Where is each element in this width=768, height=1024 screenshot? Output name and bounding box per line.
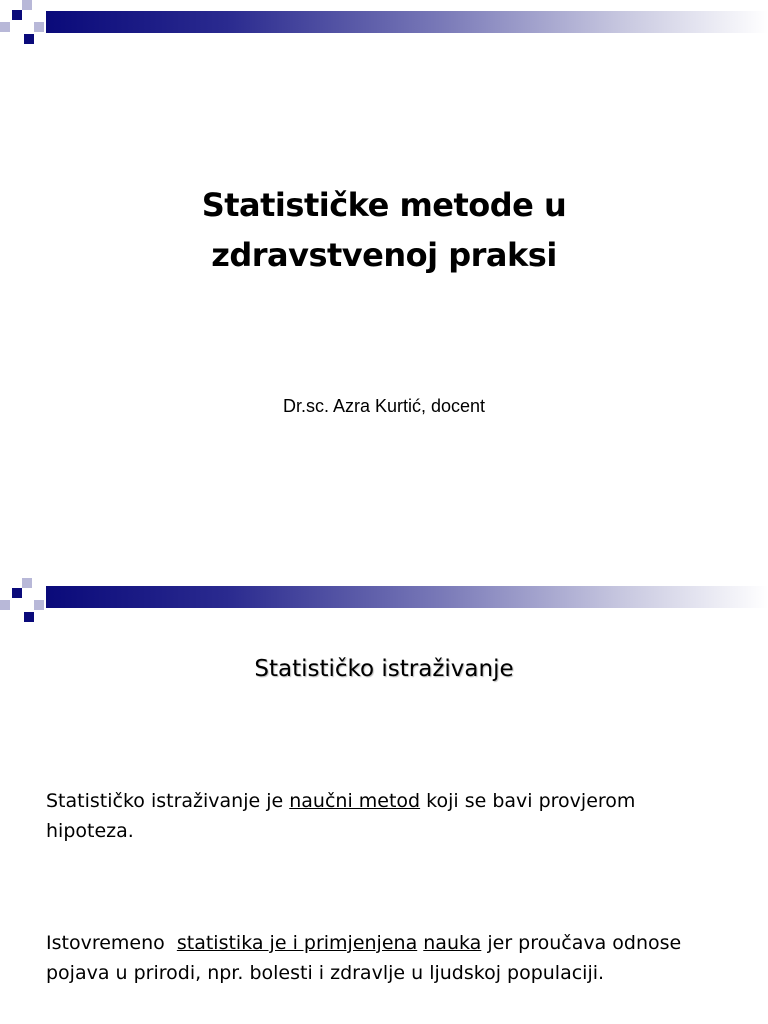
para1-underlined: naučni metod: [289, 790, 421, 812]
decor-square: [12, 10, 22, 20]
header-gradient-bar: [46, 11, 768, 33]
decor-square: [22, 0, 32, 10]
slide-title: [0, 180, 768, 280]
slide-header-decoration: [0, 0, 768, 48]
decor-square: [34, 600, 44, 610]
para1-text: Statističko istraživanje je: [46, 790, 290, 812]
slide-2-title: Statističko istraživanje: [254, 656, 514, 682]
author-line: Dr.sc. Azra Kurtić, docent: [282, 396, 486, 416]
paragraph-2: [46, 928, 726, 988]
para2-underlined-1: statistika je i primjenjena: [176, 932, 418, 954]
para1-text-end: koji se bavi provjerom hipoteza.: [46, 790, 636, 842]
decor-square: [12, 588, 22, 598]
decor-square: [24, 612, 34, 622]
title-line-2: zdravstvenoj praksi: [211, 236, 557, 274]
header-gradient-bar: [46, 586, 768, 608]
decor-square: [22, 578, 32, 588]
para2-text: Istovremeno: [46, 932, 177, 954]
decor-square: [34, 22, 44, 32]
decor-square: [0, 600, 10, 610]
slide-2: [0, 572, 768, 1024]
para2-text-end: jer proučava odnose pojava u prirodi, npr. bolesti i zdravlje u ljudskoj populaciji.: [46, 932, 682, 984]
slide-header-decoration: [0, 572, 768, 620]
title-line-1: Statističke metode u: [201, 186, 567, 224]
para2-underlined-2: nauka: [423, 932, 482, 954]
decor-square: [24, 34, 34, 44]
decor-square: [0, 22, 10, 32]
paragraph-1: [46, 786, 726, 846]
